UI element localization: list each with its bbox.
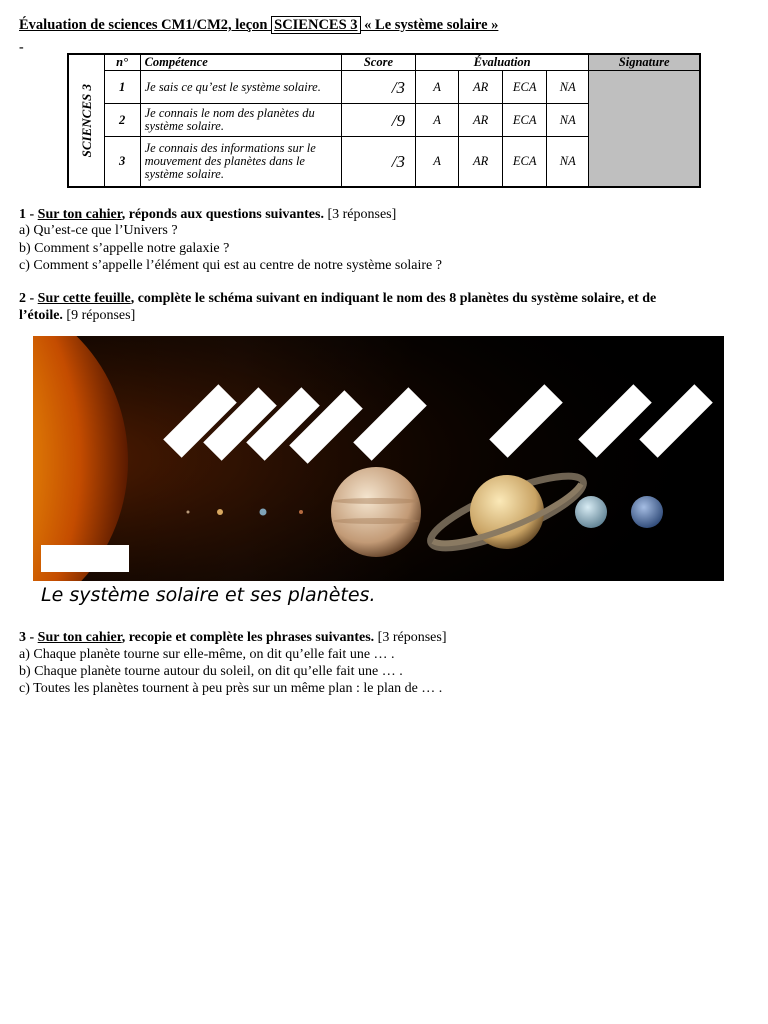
level-ar: AR [459,71,503,104]
header-competence: Compétence [140,54,341,71]
label-box-sun[interactable] [41,545,129,572]
q3-heading [19,629,446,646]
list-item: b) Chaque planète tourne autour du soleil, on dit qu’elle fait une … . [19,664,403,679]
row-score: /3 [341,137,415,187]
q2-heading-line2 [19,307,135,324]
header-num: n° [104,54,140,71]
signature-box[interactable] [589,71,700,187]
q2-heading [19,290,656,307]
row-competence: Je sais ce qu’est le système solaire. [140,71,341,104]
q3-number: 3 - [19,630,38,645]
q2-count: [9 réponses] [62,308,136,323]
mercury [187,511,190,514]
row-num: 3 [104,137,140,187]
row-score: /3 [341,71,415,104]
q2-where: Sur cette feuille [37,291,131,306]
level-ar: AR [459,137,503,187]
row-competence: Je connais le nom des planètes du système solaire. [140,104,341,137]
level-na: NA [547,137,589,187]
header-score: Score [341,54,415,71]
earth [260,509,267,516]
level-ar: AR [459,104,503,137]
list-item: c) Comment s’appelle l’élément qui est au centre de notre système solaire ? [19,258,442,273]
q2-number: 2 - [19,291,38,306]
jupiter-band [333,518,419,524]
list-item: a) Chaque planète tourne sur elle-même, on dit qu’elle fait une … . [19,647,395,662]
mars [299,510,303,514]
uranus [575,496,607,528]
dash-mark: - [19,40,24,55]
list-item: c) Toutes les planètes tournent à peu près sur un même plan : le plan de … . [19,681,443,696]
level-a: A [416,71,459,104]
header-evaluation: Évaluation [416,54,589,71]
row-num: 2 [104,104,140,137]
q3-instruction: , recopie et complète les phrases suivantes. [121,630,375,645]
q3-count: [3 réponses] [374,630,447,645]
solar-system-figure [33,336,724,581]
q1-heading [19,206,396,223]
title-prefix: Évaluation de sciences CM1/CM2, leçon [19,17,272,33]
page-title [19,17,498,34]
level-eca: ECA [503,104,547,137]
level-eca: ECA [503,137,547,187]
level-na: NA [547,71,589,104]
row-num: 1 [104,71,140,104]
q2-instruction-end: l’étoile. [19,308,63,323]
row-score: /9 [341,104,415,137]
row-competence: Je connais des informations sur le mouvement des planètes dans le système solaire. [140,137,341,187]
side-label-cell [68,54,104,187]
side-label: SCIENCES 3 [78,83,94,158]
q1-number: 1 - [19,207,38,222]
q1-instruction: , réponds aux questions suivantes. [121,207,324,222]
evaluation-grid [67,53,701,188]
level-na: NA [547,104,589,137]
grid-row [68,71,700,104]
neptune [631,496,663,528]
level-a: A [416,104,459,137]
level-eca: ECA [503,71,547,104]
title-suffix: « Le système solaire » [360,17,499,33]
q3-where: Sur ton cahier [37,630,122,645]
q2-instruction: , complète le schéma suivant en indiquant le nom des 8 planètes du système solaire, et de [130,291,657,306]
level-a: A [416,137,459,187]
list-item: a) Qu’est-ce que l’Univers ? [19,223,178,238]
header-signature: Signature [589,54,700,71]
venus [217,509,223,515]
q1-where: Sur ton cahier [37,207,122,222]
jupiter-band [333,498,419,504]
grid-header-row [68,54,700,71]
jupiter [331,467,421,557]
figure-caption: Le système solaire et ses planètes. [41,584,376,606]
title-boxed-lesson: SCIENCES 3 [271,16,360,34]
list-item: b) Comment s’appelle notre galaxie ? [19,241,230,256]
solar-system-illustration [33,336,724,581]
q1-count: [3 réponses] [323,207,397,222]
